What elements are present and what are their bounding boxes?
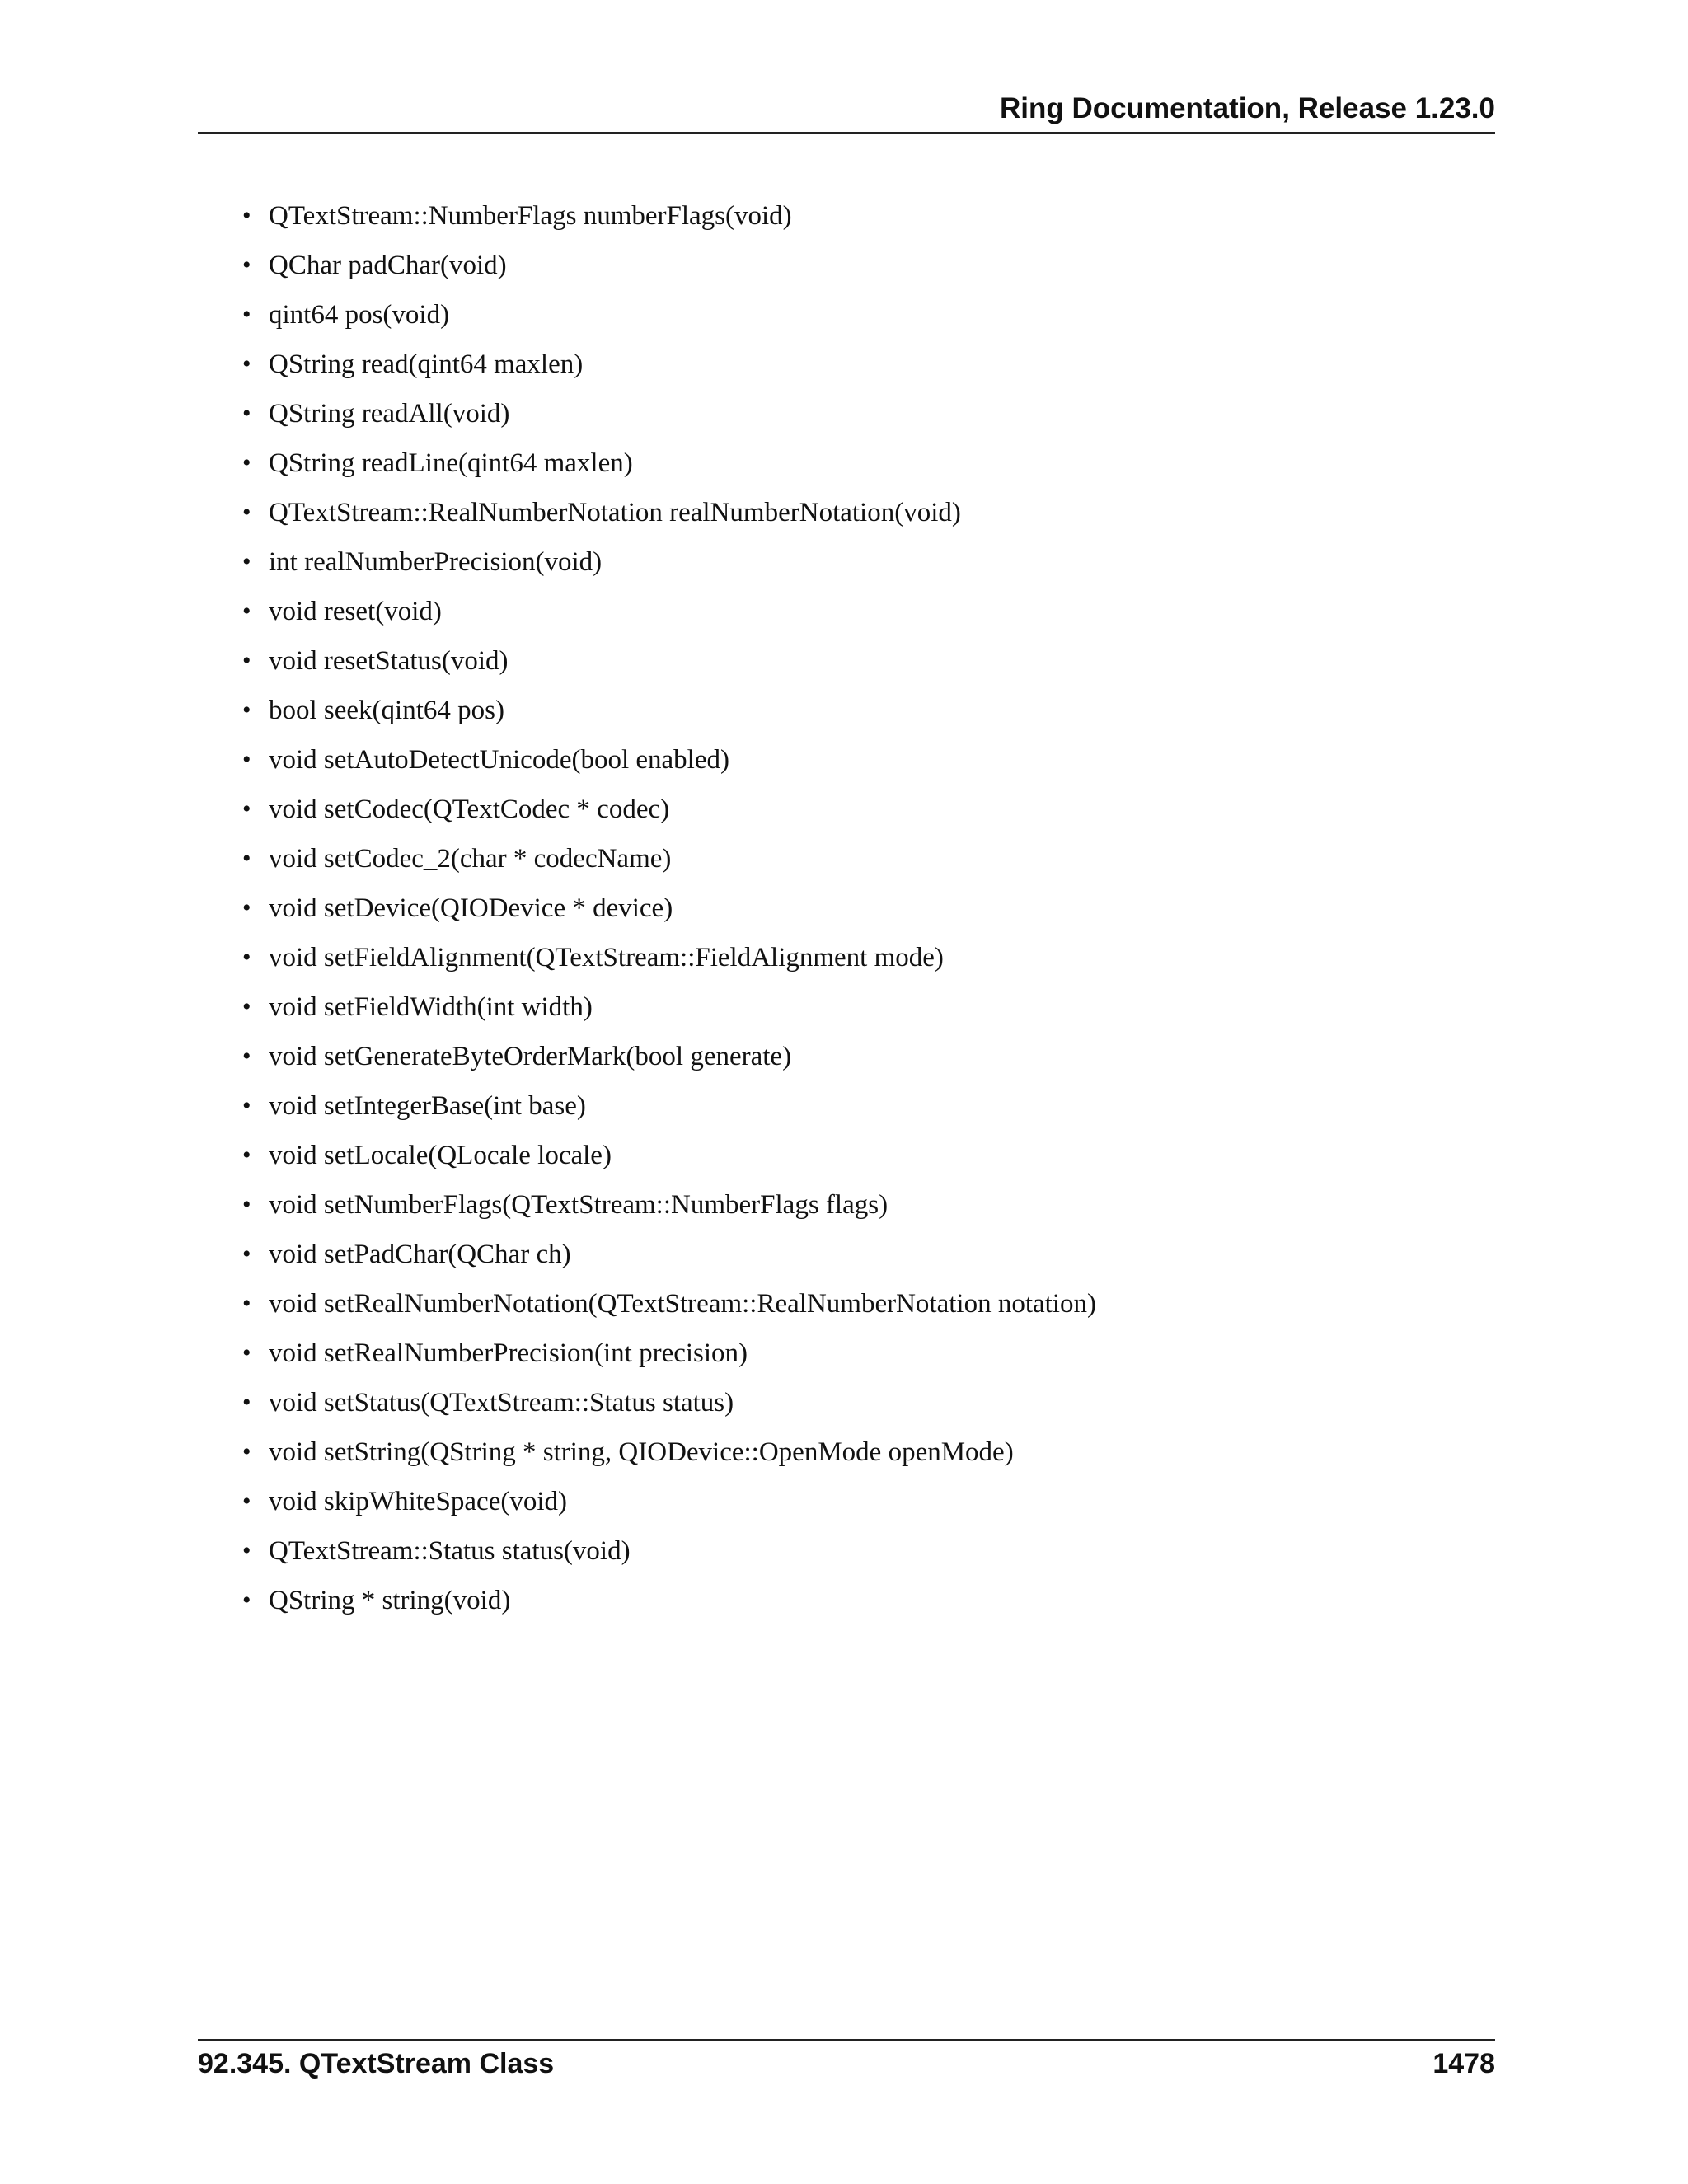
bullet-icon: • xyxy=(242,1339,251,1366)
method-signature: void resetStatus(void) xyxy=(269,646,509,676)
section-title: 92.345. QTextStream Class xyxy=(198,2048,555,2079)
method-signature: void setRealNumberNotation(QTextStream::RealNumberNotation notation) xyxy=(269,1289,1096,1319)
method-signature: qint64 pos(void) xyxy=(269,300,450,330)
method-signature: void setString(QString * string, QIODevice::OpenMode openMode) xyxy=(269,1437,1014,1467)
bullet-icon: • xyxy=(242,548,251,575)
method-signature: void reset(void) xyxy=(269,597,442,626)
page-number: 1478 xyxy=(1432,2048,1495,2079)
bullet-icon: • xyxy=(242,202,251,229)
bullet-icon: • xyxy=(242,944,251,971)
bullet-icon: • xyxy=(242,350,251,377)
method-signature: bool seek(qint64 pos) xyxy=(269,696,504,725)
bullet-icon: • xyxy=(242,1488,251,1515)
bullet-icon: • xyxy=(242,1586,251,1614)
method-signature: QChar padChar(void) xyxy=(269,251,507,280)
method-signature: void setPadChar(QChar ch) xyxy=(269,1240,571,1269)
bullet-icon: • xyxy=(242,1290,251,1317)
method-signature: void setLocale(QLocale locale) xyxy=(269,1141,612,1170)
bullet-icon: • xyxy=(242,1537,251,1564)
bullet-icon: • xyxy=(242,1043,251,1070)
method-signature: int realNumberPrecision(void) xyxy=(269,547,603,577)
method-signature: void setNumberFlags(QTextStream::NumberFlags flags) xyxy=(269,1190,889,1220)
method-signature: QTextStream::NumberFlags numberFlags(void) xyxy=(269,201,792,231)
bullet-icon: • xyxy=(242,1438,251,1465)
method-signature: QString * string(void) xyxy=(269,1586,511,1615)
bullet-icon: • xyxy=(242,301,251,328)
method-signature: void setAutoDetectUnicode(bool enabled) xyxy=(269,745,729,775)
bullet-icon: • xyxy=(242,1240,251,1268)
method-signature: QString read(qint64 maxlen) xyxy=(269,349,584,379)
method-signature: void setCodec(QTextCodec * codec) xyxy=(269,794,670,824)
document-title: Ring Documentation, Release 1.23.0 xyxy=(999,92,1495,124)
bullet-icon: • xyxy=(242,1191,251,1218)
bullet-icon: • xyxy=(242,647,251,674)
method-signature: void setGenerateByteOrderMark(bool generate) xyxy=(269,1042,792,1071)
bullet-icon: • xyxy=(242,993,251,1020)
bullet-icon: • xyxy=(242,598,251,625)
method-signature: void setCodec_2(char * codecName) xyxy=(269,844,672,874)
bullet-icon: • xyxy=(242,795,251,823)
bullet-icon: • xyxy=(242,894,251,921)
bullet-icon: • xyxy=(242,1389,251,1416)
page-footer xyxy=(198,2039,1495,2090)
bullet-icon: • xyxy=(242,1092,251,1119)
method-signature: QString readLine(qint64 maxlen) xyxy=(269,448,633,478)
bullet-icon: • xyxy=(242,251,251,279)
bullet-icon: • xyxy=(242,1141,251,1169)
bullet-icon: • xyxy=(242,845,251,872)
method-signature: QString readAll(void) xyxy=(269,399,510,429)
bullet-icon: • xyxy=(242,499,251,526)
bullet-icon: • xyxy=(242,696,251,724)
method-signature: void setIntegerBase(int base) xyxy=(269,1091,586,1121)
bullet-icon: • xyxy=(242,400,251,427)
method-signature: void setDevice(QIODevice * device) xyxy=(269,893,673,923)
method-signature: QTextStream::RealNumberNotation realNumberNotation(void) xyxy=(269,498,961,527)
bullet-icon: • xyxy=(242,449,251,476)
method-signature: void setFieldAlignment(QTextStream::FieldAlignment mode) xyxy=(269,943,944,972)
method-signature: void setFieldWidth(int width) xyxy=(269,992,593,1022)
method-signature: void setRealNumberPrecision(int precision) xyxy=(269,1338,748,1368)
method-signature: void setStatus(QTextStream::Status status) xyxy=(269,1388,734,1418)
page-header xyxy=(198,89,1495,134)
method-signature: QTextStream::Status status(void) xyxy=(269,1536,631,1566)
method-signature: void skipWhiteSpace(void) xyxy=(269,1487,568,1516)
bullet-icon: • xyxy=(242,746,251,773)
